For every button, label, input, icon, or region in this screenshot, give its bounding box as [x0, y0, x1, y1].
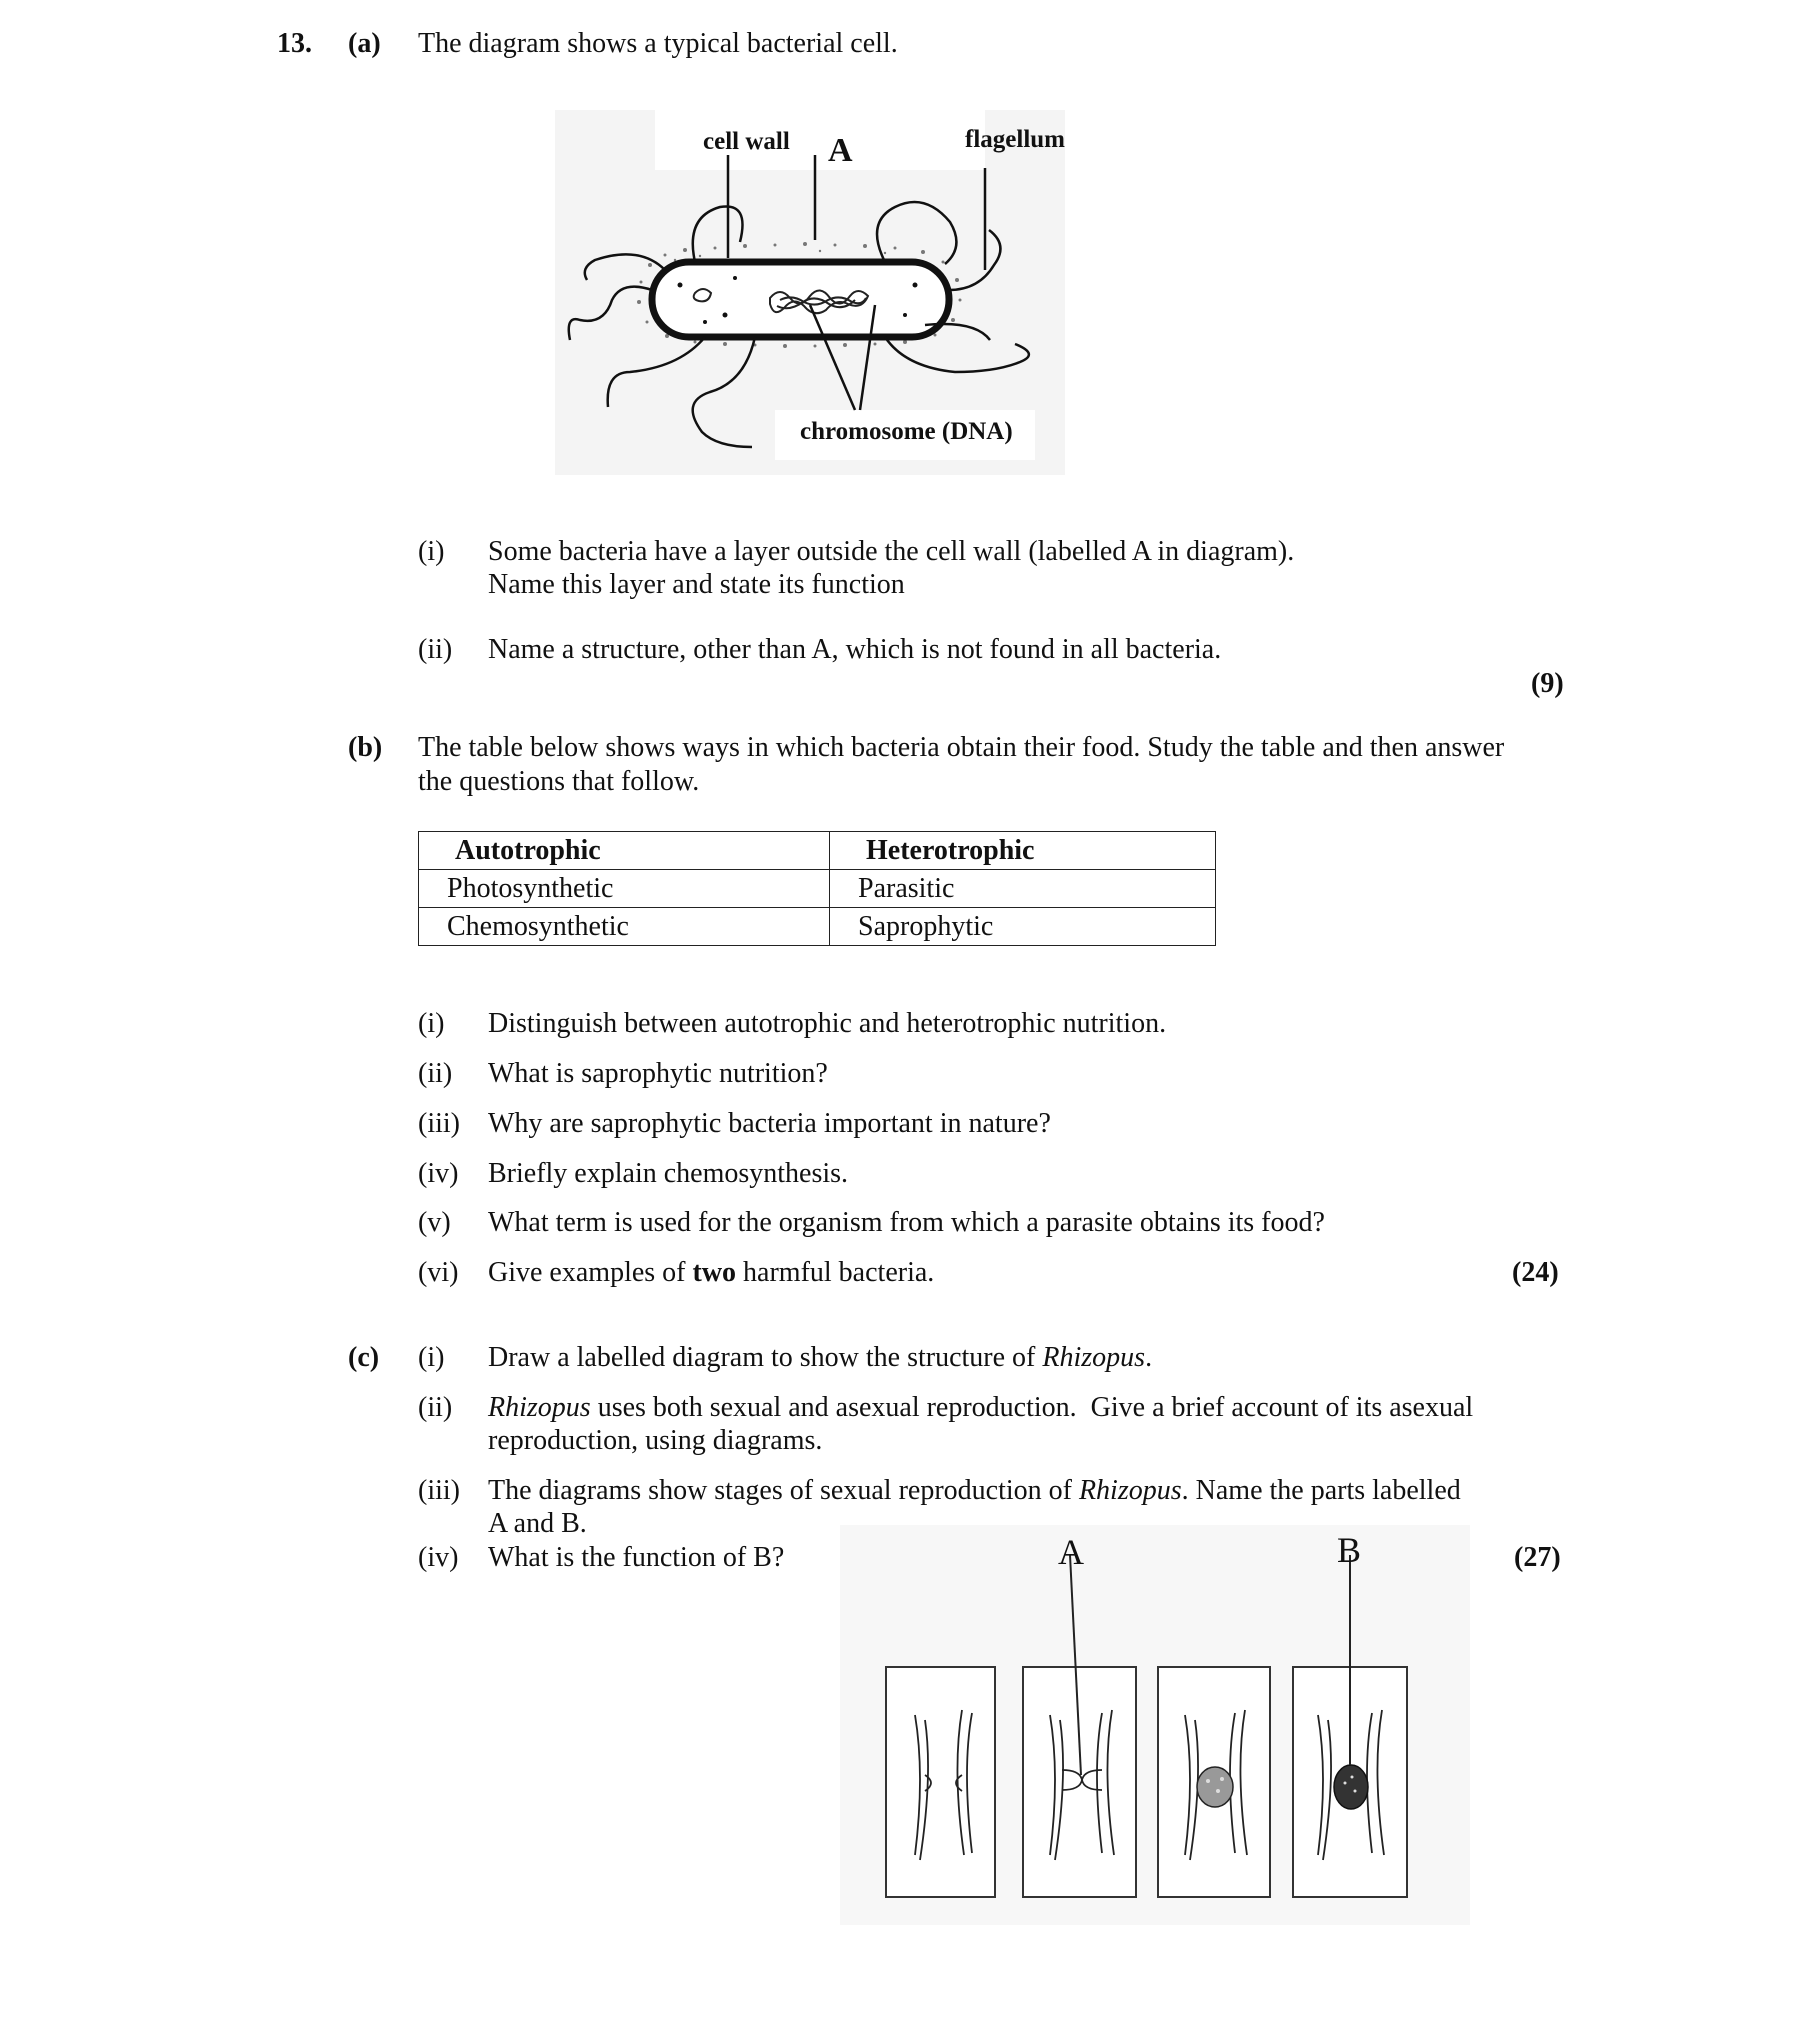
- b-item-3-number: (iii): [418, 1108, 460, 1139]
- c-item-1-post: .: [1145, 1342, 1153, 1373]
- a-item-2-number: (ii): [418, 634, 453, 665]
- c-item-1-number: (i): [418, 1342, 445, 1373]
- b-item-4-number: (iv): [418, 1158, 459, 1189]
- c-item-2-number: (ii): [418, 1392, 453, 1423]
- nutrition-table: [418, 831, 1216, 946]
- b-item-6-post: harmful bacteria.: [736, 1257, 935, 1288]
- a-item-1-line1: Some bacteria have a layer outside the cell wall (labelled A in diagram).: [488, 536, 1295, 567]
- part-b-intro-line1: The table below shows ways in which bacteria obtain their food. Study the table and then answer: [418, 732, 1505, 763]
- c-item-1-italic: Rhizopus: [1042, 1342, 1146, 1373]
- part-b-marks: (24): [1512, 1257, 1559, 1288]
- b-item-3-text: Why are saprophytic bacteria important in nature?: [488, 1108, 1051, 1139]
- b-item-6-pre: Give examples of: [488, 1257, 693, 1288]
- b-item-6-number: (vi): [418, 1257, 459, 1288]
- table-header-row: [419, 832, 1216, 870]
- label-a: A: [828, 132, 853, 169]
- table-row: [419, 908, 1216, 946]
- a-item-2-text: Name a structure, other than A, which is not found in all bacteria.: [488, 634, 1222, 665]
- rhizopus-stages-drawing: [840, 1525, 1470, 1925]
- b-item-6-text: [488, 1256, 934, 1290]
- a-item-1-number: (i): [418, 536, 445, 567]
- part-c-label: (c): [348, 1342, 380, 1373]
- c-item-3-post: . Name the parts labelled: [1181, 1475, 1461, 1506]
- table-cell: Parasitic: [830, 870, 1216, 908]
- label-chromosome: chromosome (DNA): [800, 418, 1013, 445]
- c-item-4-number: (iv): [418, 1542, 459, 1573]
- label-flagellum: flagellum: [965, 126, 1065, 153]
- rhizopus-label-a: A: [1058, 1532, 1084, 1572]
- table-cell: Photosynthetic: [419, 870, 830, 908]
- c-item-3-number: (iii): [418, 1475, 460, 1506]
- part-c-marks: (27): [1514, 1542, 1561, 1573]
- b-item-1-number: (i): [418, 1008, 445, 1039]
- table-cell: Chemosynthetic: [419, 908, 830, 946]
- c-item-1-pre: Draw a labelled diagram to show the structure of: [488, 1342, 1043, 1373]
- table-header-heterotrophic: Heterotrophic: [830, 832, 1216, 870]
- c-item-2-line1: [488, 1391, 1473, 1425]
- part-a-intro: The diagram shows a typical bacterial cell.: [418, 28, 898, 59]
- c-item-3-line2: A and B.: [488, 1508, 587, 1539]
- a-item-1-line2: Name this layer and state its function: [488, 569, 905, 600]
- part-a-label: (a): [348, 28, 381, 59]
- part-b-intro-line2: the questions that follow.: [418, 766, 700, 797]
- c-item-3-pre: The diagrams show stages of sexual reproduction of: [488, 1475, 1079, 1506]
- rhizopus-label-b: B: [1337, 1530, 1362, 1570]
- b-item-2-text: What is saprophytic nutrition?: [488, 1058, 828, 1089]
- c-item-3-italic: Rhizopus: [1078, 1475, 1182, 1506]
- question-number: 13.: [277, 28, 312, 59]
- c-item-2-line2: reproduction, using diagrams.: [488, 1425, 823, 1456]
- label-cell-wall: cell wall: [703, 128, 790, 155]
- part-b-label: (b): [348, 732, 383, 763]
- table-header-autotrophic: Autotrophic: [419, 832, 830, 870]
- c-item-2-post: uses both sexual and asexual reproduction. Give a brief account of its asexual: [590, 1392, 1474, 1423]
- table-cell: Saprophytic: [830, 908, 1216, 946]
- b-item-5-number: (v): [418, 1207, 451, 1238]
- part-a-marks: (9): [1531, 668, 1564, 699]
- b-item-5-text: What term is used for the organism from which a parasite obtains its food?: [488, 1207, 1325, 1238]
- b-item-4-text: Briefly explain chemosynthesis.: [488, 1158, 849, 1189]
- c-item-1-text: [488, 1341, 1152, 1375]
- c-item-4-text: What is the function of B?: [488, 1542, 785, 1573]
- c-item-2-italic: Rhizopus: [488, 1392, 591, 1423]
- b-item-1-text: Distinguish between autotrophic and heterotrophic nutrition.: [488, 1008, 1167, 1039]
- b-item-2-number: (ii): [418, 1058, 453, 1089]
- c-item-3-line1: [488, 1474, 1461, 1508]
- b-item-6-bold: two: [692, 1257, 737, 1288]
- table-row: [419, 870, 1216, 908]
